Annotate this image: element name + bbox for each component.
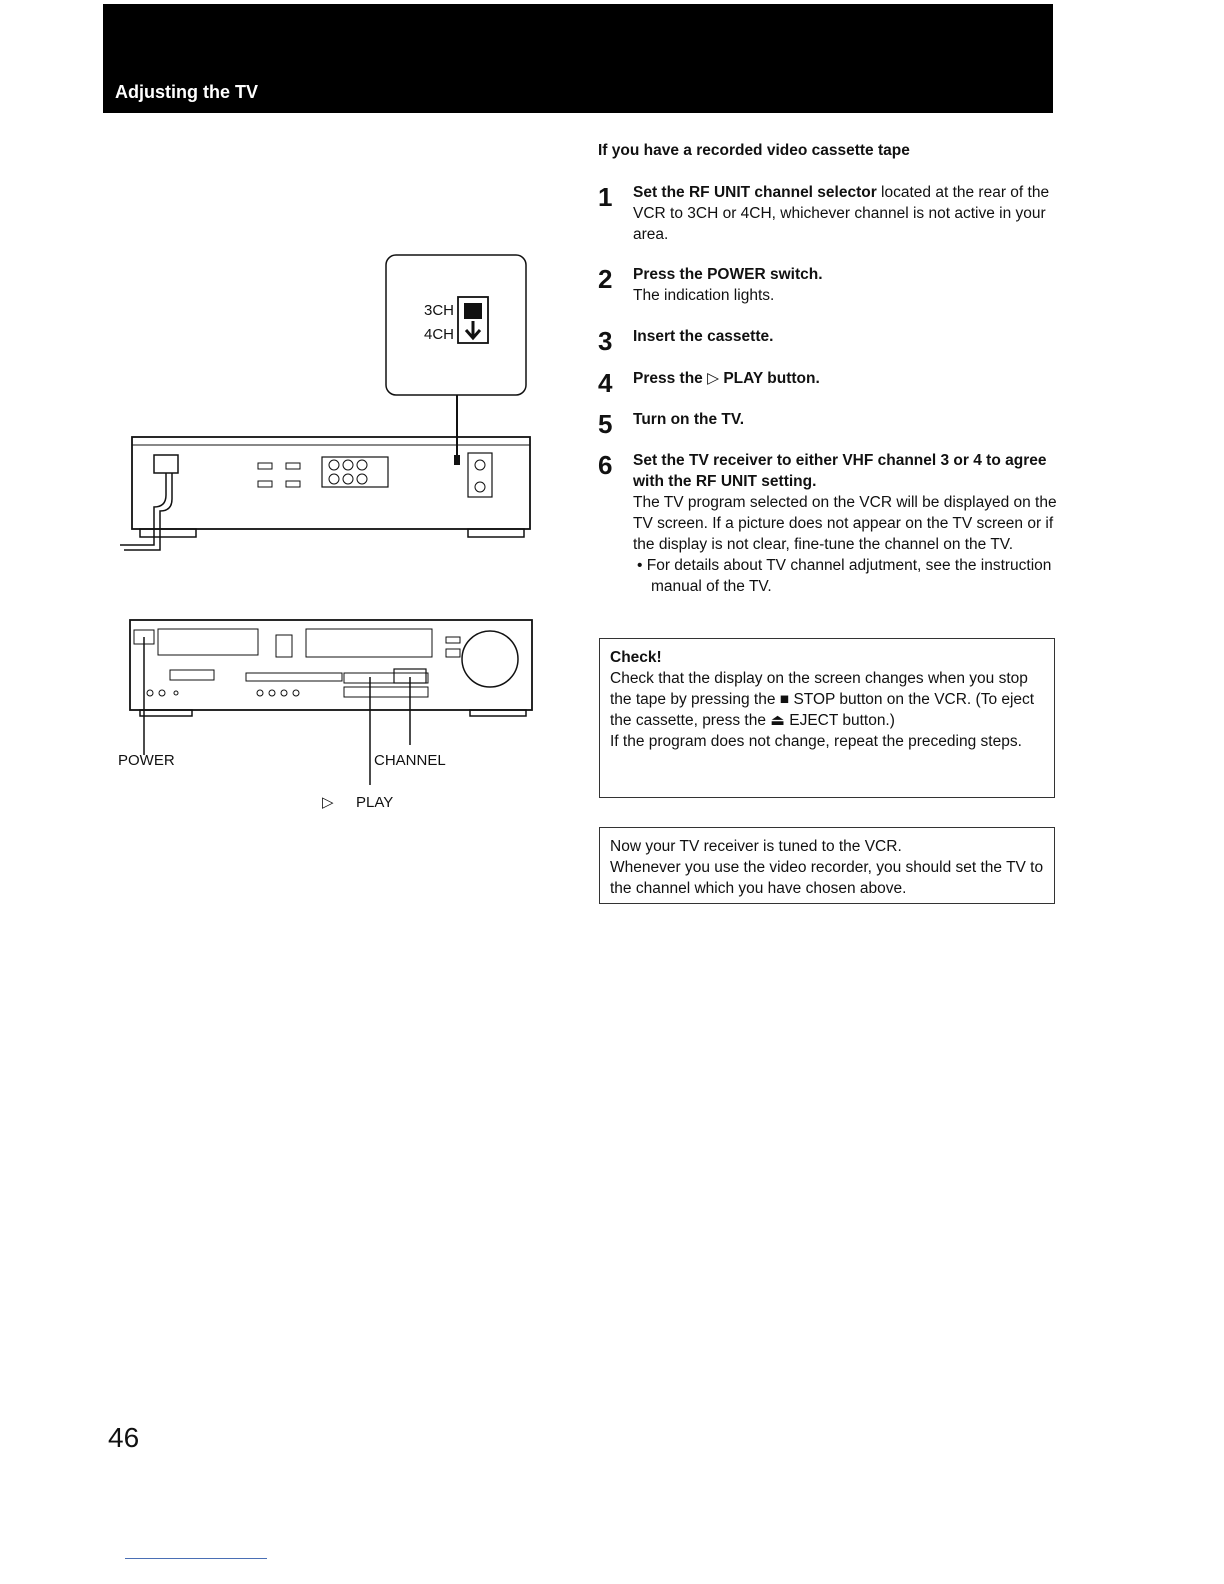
vcr-front-panel [130, 620, 532, 716]
step-6: 6 Set the TV receiver to either VHF channel 3 or 4 to agree with the RF UNIT setting. The TV program selected on the VCR will be displayed on the TV screen. If a picture does not appear on the TV screen or if the display is not clear, fine-tune the channel on the TV. • For details about TV channel adjutment, see the instruction manual of the TV. [598, 450, 1057, 595]
note-line-1: Now your TV receiver is tuned to the VCR. [610, 838, 902, 855]
stop-icon: ■ [779, 691, 790, 708]
rf-unit-callout [386, 255, 526, 395]
check-box [599, 638, 1055, 798]
step-4: 4 Press the ▷ PLAY button. [598, 368, 820, 398]
page-number: 46 [108, 1422, 140, 1453]
step-number: 5 [598, 409, 613, 439]
note-box [599, 827, 1055, 904]
label-channel: CHANNEL [374, 752, 446, 769]
step-number: 6 [598, 450, 613, 480]
step-number: 3 [598, 326, 613, 356]
vcr-rear-panel [120, 437, 530, 550]
check-title: Check! [610, 649, 662, 666]
label-play: PLAY [356, 794, 394, 811]
section-subtitle: If you have a recorded video cassette tape [598, 142, 910, 159]
step-2: 2 Press the POWER switch. The indication lights. [598, 264, 823, 304]
label-4ch: 4CH [424, 326, 455, 343]
step-number: 1 [598, 182, 613, 212]
play-icon: ▷ [707, 370, 720, 387]
vcr-illustration [100, 245, 560, 825]
header-bar [103, 4, 1053, 113]
step-1: 1 Set the RF UNIT channel selector located at the rear of the VCR to 3CH or 4CH, whichever channel is not active in your area. [598, 182, 1050, 243]
page-title: Adjusting the TV [115, 82, 258, 102]
step-number: 4 [598, 368, 613, 398]
note-line-2: Whenever you use the video recorder, you should set the TV to the channel which you have chosen above. [610, 859, 1044, 897]
check-text-2: If the program does not change, repeat the preceding steps. [610, 733, 1022, 750]
step-number: 2 [598, 264, 613, 294]
label-play-symbol: ▷ [322, 794, 334, 811]
step-5: 5 Turn on the TV. [598, 409, 745, 439]
eject-icon: ⏏ [770, 712, 785, 729]
bottom-rule [125, 1558, 267, 1559]
check-text: Check that the display on the screen changes when you stop the tape by pressing the ■ STOP button on the VCR. (To eject the cassette, press the ⏏ EJECT button.) [610, 670, 1035, 729]
label-power: POWER [118, 752, 175, 769]
step-3: 3 Insert the cassette. [598, 326, 774, 356]
label-3ch: 3CH [424, 302, 455, 319]
bullet-item: • For details about TV channel adjutment, see the instruction manual of the TV. [637, 557, 1052, 595]
